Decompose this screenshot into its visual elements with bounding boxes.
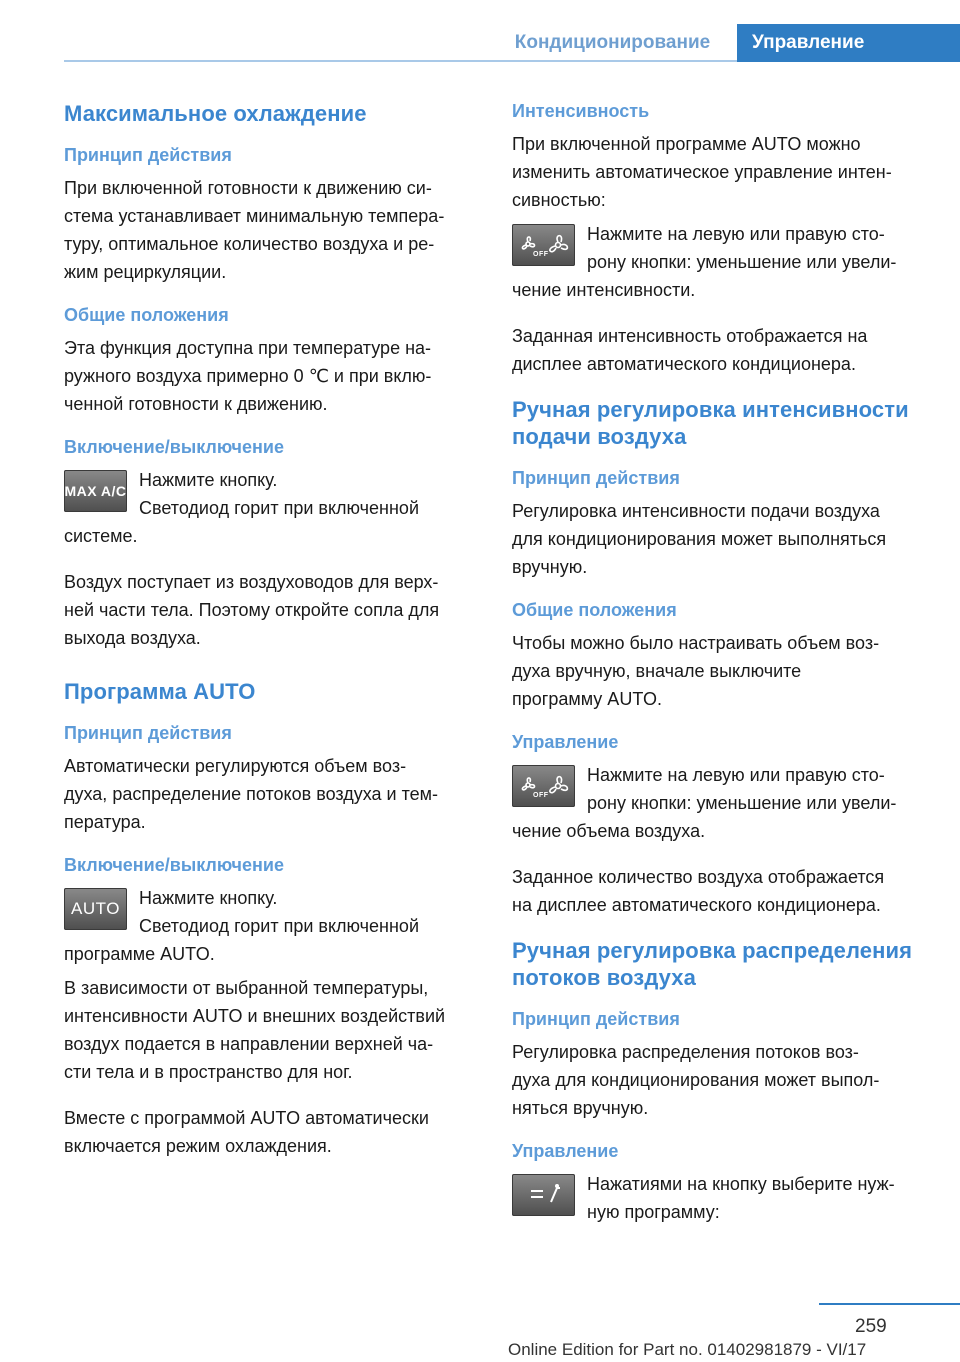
control-heading: Управление — [512, 1141, 619, 1161]
principle-heading: Принцип действия — [512, 468, 680, 488]
principle-text: Регулировка интенсивности подачи воздуха для кондиционирования может выполняться вручную. — [512, 501, 887, 577]
edition-note: Online Edition for Part no. 01402981879 - VI/17 — [508, 1340, 867, 1359]
max-ac-instruction — [64, 466, 479, 550]
general-heading: Общие положения — [512, 600, 677, 620]
onoff-heading: Включение/выключение — [64, 855, 284, 875]
air-text: Воздух поступает из воздуховодов для верх- ней части тела. Поэтому откройте сопла для выхода воздуха. — [64, 572, 440, 648]
page-number: 259 — [855, 1316, 887, 1337]
auto-instruction-text: Нажмите кнопку. Светодиод горит при включенной программе AUTO. — [64, 888, 419, 964]
fan-button-icon — [512, 224, 575, 266]
intensity-text: При включенной программе AUTO можно изменить автоматическое управление интен- сивностью: — [512, 134, 892, 210]
principle-text: Регулировка распределения потоков воз- духа для кондиционирования может выпол- няться вручную. — [512, 1042, 880, 1118]
distribution-button-text: Нажатиями на кнопку выберите нуж- ную программу: — [587, 1174, 895, 1222]
principle-heading: Принцип действия — [64, 145, 232, 165]
volume-display-text: Заданное количество воздуха отображается на дисплее автоматического кондиционера. — [512, 867, 885, 915]
auto-button-icon: AUTO — [64, 888, 127, 930]
general-heading: Общие положения — [64, 305, 229, 325]
max-ac-button-icon: MAX A/C — [64, 470, 127, 512]
general-text: Чтобы можно было настраивать объем воз- духа вручную, вначале выключите программу AUTO. — [512, 633, 880, 709]
max-cooling-heading: Максимальное охлаждение — [64, 101, 367, 126]
svg-text:OFF: OFF — [532, 792, 548, 799]
section-tab[interactable]: Кондиционирование — [514, 32, 711, 53]
distribution-instruction — [512, 1170, 932, 1226]
air-distribution-button-icon — [512, 1174, 575, 1216]
principle-heading: Принцип действия — [64, 723, 232, 743]
fan-button-icon — [512, 765, 575, 807]
manual-intensity-heading: Ручная регулировка интенсивности подачи воздуха — [512, 397, 909, 449]
intensity-heading: Интенсивность — [512, 101, 650, 121]
onoff-heading: Включение/выключение — [64, 437, 284, 457]
principle-text: При включенной готовности к движению си- стема устанавливает минимальную темпера- туру, оптимальное количество воздуха и ре- жим рециркуляции. — [64, 178, 445, 282]
principle-heading: Принцип действия — [512, 1009, 680, 1029]
chapter-tab[interactable]: Управление — [737, 24, 960, 62]
intensity-display-text: Заданная интенсивность отображается на дисплее автоматического кондиционера. — [512, 326, 868, 374]
auto-program-heading: Программа AUTO — [64, 679, 256, 704]
right-column — [512, 100, 932, 1244]
intensity-button-text: Нажмите на левую или правую сто- рону кнопки: уменьшение или увели- чение интенсивности. — [512, 224, 897, 300]
footer-rule — [819, 1303, 960, 1305]
auto-instruction — [64, 884, 479, 968]
depend-text: В зависимости от выбранной температуры, интенсивности AUTO и внешних воздействий воздух подается в направлении верхней ча- сти тела и в пространство для ног. — [64, 978, 446, 1082]
volume-button-text: Нажмите на левую или правую сто- рону кнопки: уменьшение или увели- чение объема воздуха. — [512, 765, 897, 841]
control-heading: Управление — [512, 732, 619, 752]
svg-text:OFF: OFF — [532, 251, 548, 258]
general-text: Эта функция доступна при температуре на- ружного воздуха примерно 0 ℃ и при вклю- ченной готовности к движению. — [64, 338, 432, 414]
principle-text: Автоматически регулируются объем воз- духа, распределение потоков воздуха и тем- пература. — [64, 756, 439, 832]
max-ac-instruction-text: Нажмите кнопку. Светодиод горит при включенной системе. — [64, 470, 419, 546]
volume-instruction — [512, 761, 932, 845]
manual-distribution-heading: Ручная регулировка распределения потоков воздуха — [512, 938, 913, 990]
intensity-instruction — [512, 220, 932, 304]
together-text: Вместе с программой AUTO автоматически включается режим охлаждения. — [64, 1108, 429, 1156]
left-column — [64, 100, 479, 1178]
